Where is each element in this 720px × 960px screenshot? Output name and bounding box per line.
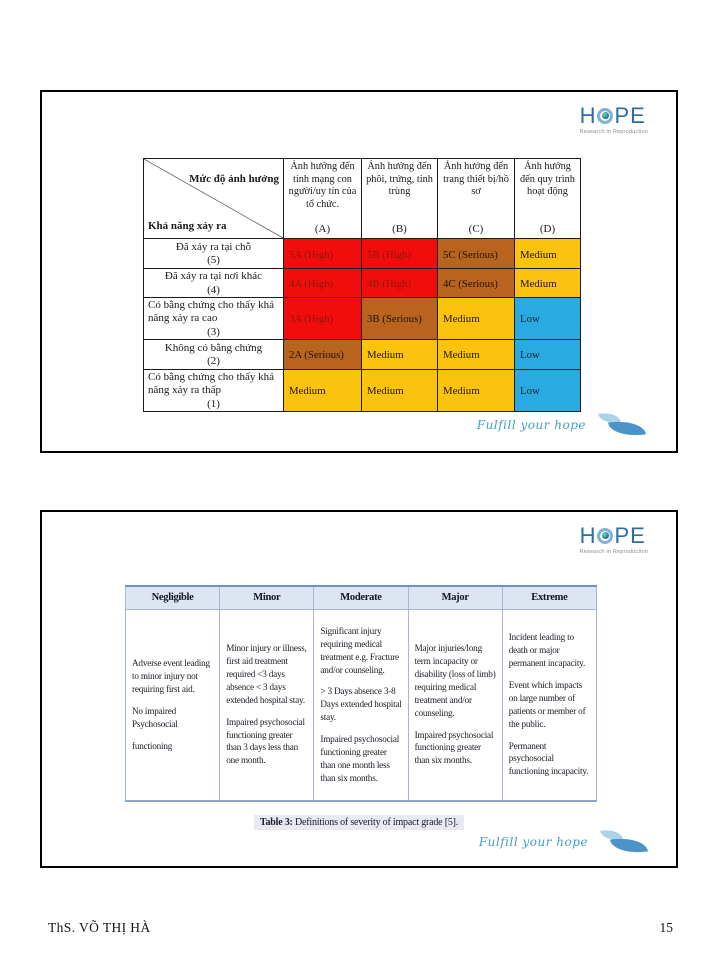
column-header-code: (B) <box>392 223 407 235</box>
risk-cell-text: 4A (High) <box>289 278 334 290</box>
cell-paragraph: Major injuries/long term incapacity or disability (loss of limb) requiring medical treatment and/or counseling. <box>414 643 496 718</box>
risk-cell-text: 4C (Serious) <box>443 278 498 290</box>
likelihood-cell <box>144 339 284 369</box>
cell-paragraph: Impaired psychosocial functioning greater than 3 days less than one month. <box>226 716 305 766</box>
column-header-a <box>284 159 362 239</box>
risk-cell-text: Medium <box>520 248 557 261</box>
column-header-code: (D) <box>539 223 556 235</box>
page-number: 15 <box>659 920 673 935</box>
header-minor: Minor <box>220 586 314 609</box>
risk-cell <box>515 369 581 411</box>
risk-cell-text: Medium <box>443 313 480 326</box>
tagline-text: Fulfill your hope <box>476 418 586 432</box>
risk-cell-text: Medium <box>367 385 404 398</box>
tagline <box>479 828 648 856</box>
cell-paragraph: Impaired psychosocial functioning greater than one month less than six months. <box>320 734 400 783</box>
cell-paragraph: Significant injury requiring medical treatment e.g. Fracture and/or counseling. <box>320 625 399 675</box>
caption-text: Definitions of severity of impact grade [5]. <box>292 817 459 828</box>
risk-row-1 <box>144 369 581 411</box>
risk-cell <box>515 269 581 298</box>
risk-cell-text: Medium <box>289 385 326 398</box>
logo-subtitle: Research in Reproduction <box>579 549 648 555</box>
likelihood-label: Đã xảy ra tại nơi khác <box>164 270 263 283</box>
likelihood-cell <box>144 298 284 340</box>
logo-subtitle: Research in Reproduction <box>579 129 648 135</box>
risk-cell <box>284 298 362 340</box>
column-header-d <box>515 159 581 239</box>
likelihood-axis-label: Khả năng xảy ra <box>148 220 227 232</box>
cell-extreme <box>502 609 596 801</box>
risk-cell <box>362 369 438 411</box>
table-caption <box>254 815 464 830</box>
footer-author: ThS. VÕ THỊ HÀ <box>48 920 151 935</box>
risk-cell <box>438 239 515 269</box>
cell-paragraph: > 3 Days absence 3-8 Days extended hospital stay. <box>320 686 402 723</box>
cell-paragraph: Adverse event leading to minor injury not requiring first aid. <box>132 658 210 694</box>
risk-cell-text: Low <box>520 313 540 326</box>
risk-cell-text: 3A (High) <box>289 313 334 326</box>
risk-cell-text: 5A (High) <box>289 248 334 261</box>
risk-cell <box>515 298 581 340</box>
likelihood-cell <box>144 239 284 269</box>
hope-logo <box>580 105 648 135</box>
column-header-label: Ảnh hưởng đến quy trình hoạt động <box>520 161 575 198</box>
risk-cell-text: 3B (Serious) <box>367 313 422 326</box>
hope-logo <box>580 525 648 555</box>
logo-letters-pe: PE <box>614 523 646 548</box>
eye-icon <box>597 528 613 544</box>
cell-paragraph: Event which impacts on large number of patients or member of the public. <box>508 680 586 729</box>
likelihood-cell <box>144 269 284 298</box>
cell-negligible <box>126 609 220 801</box>
risk-cell <box>438 298 515 340</box>
risk-cell <box>438 339 515 369</box>
risk-cell <box>362 298 438 340</box>
likelihood-cell <box>144 369 284 411</box>
severity-table <box>125 585 597 802</box>
leaf-icon <box>596 411 646 439</box>
risk-cell <box>284 369 362 411</box>
eye-iris-icon <box>602 532 609 539</box>
hope-logo-text <box>580 105 648 127</box>
cell-paragraph: Permanent psychosocial functioning incapacity. <box>508 740 589 777</box>
header-negligible: Negligible <box>126 586 220 609</box>
column-header-label: Ảnh hưởng đến trang thiết bị/hồ sơ <box>443 161 509 198</box>
header-extreme: Extreme <box>502 586 596 609</box>
logo-letters-pe: PE <box>614 103 646 128</box>
tagline-text: Fulfill your hope <box>478 835 588 849</box>
risk-cell <box>284 269 362 298</box>
cell-paragraph: Incident leading to death or major permanent incapacity. <box>508 632 586 669</box>
risk-row-4 <box>144 269 581 298</box>
likelihood-label: Không có bằng chứng <box>164 341 263 354</box>
severity-header-row <box>126 586 597 609</box>
corner-cell <box>144 159 284 239</box>
tagline <box>477 411 646 439</box>
cell-paragraph: No impaired Psychosocial <box>132 705 178 729</box>
cell-paragraph: Impaired psychosocial functioning greater than six months. <box>414 729 494 766</box>
slide-risk-matrix <box>40 90 678 453</box>
likelihood-code: (1) <box>207 397 220 410</box>
risk-cell <box>284 339 362 369</box>
risk-cell-text: Low <box>520 385 540 398</box>
risk-row-3 <box>144 298 581 340</box>
risk-cell-text: Medium <box>443 349 480 362</box>
column-header-c <box>438 159 515 239</box>
header-moderate: Moderate <box>314 586 408 609</box>
header-major: Major <box>408 586 502 609</box>
likelihood-code: (3) <box>207 325 220 338</box>
risk-matrix-table <box>143 158 581 412</box>
impact-axis-label: Mức độ ảnh hưởng <box>189 173 279 185</box>
risk-cell <box>438 269 515 298</box>
column-header-code: (C) <box>468 223 484 235</box>
column-header-label: Ảnh hưởng đến tính mạng con người/uy tín của tổ chức. <box>288 161 357 210</box>
likelihood-label: Có bằng chứng cho thấy khả năng xảy ra thấp <box>148 370 275 397</box>
risk-row-5 <box>144 239 581 269</box>
cell-paragraph: Minor injury or illness, first aid treatment required <3 days absence < 3 days extended hospital stay. <box>226 643 307 705</box>
caption-label: Table 3: <box>259 817 293 828</box>
cell-minor <box>220 609 314 801</box>
risk-cell <box>284 239 362 269</box>
slide-severity-definitions <box>40 510 678 868</box>
risk-cell-text: Medium <box>520 278 557 290</box>
column-header-code: (A) <box>314 223 331 235</box>
risk-cell <box>438 369 515 411</box>
risk-cell-text: Low <box>520 349 540 362</box>
likelihood-label: Đã xảy ra tại chỗ <box>175 240 252 253</box>
risk-cell-text: Medium <box>443 385 480 398</box>
risk-cell-text: 5B (High) <box>367 248 412 261</box>
eye-icon <box>597 108 613 124</box>
cell-paragraph: functioning <box>132 740 173 751</box>
severity-body-row <box>126 609 597 801</box>
risk-cell <box>515 339 581 369</box>
risk-cell-text: 4B (High) <box>367 278 412 290</box>
risk-cell <box>515 239 581 269</box>
risk-cell-text: Medium <box>367 349 404 362</box>
column-header-label: Ảnh hưởng đến phôi, trứng, tinh trùng <box>366 161 433 198</box>
risk-row-2 <box>144 339 581 369</box>
risk-cell <box>362 239 438 269</box>
cell-moderate <box>314 609 408 801</box>
likelihood-code: (2) <box>207 355 220 368</box>
risk-cell <box>362 339 438 369</box>
column-header-b <box>362 159 438 239</box>
likelihood-label: Có bằng chứng cho thấy khả năng xảy ra cao <box>148 299 275 325</box>
likelihood-code: (5) <box>207 254 220 267</box>
hope-logo-text <box>580 525 648 547</box>
leaf-icon <box>598 828 648 856</box>
logo-letter-h: H <box>579 523 597 548</box>
likelihood-code: (4) <box>207 283 220 296</box>
risk-cell <box>362 269 438 298</box>
risk-cell-text: 2A (Serious) <box>289 349 344 362</box>
logo-letter-h: H <box>579 103 597 128</box>
risk-header-row <box>144 159 581 239</box>
cell-major <box>408 609 502 801</box>
eye-iris-icon <box>602 112 609 119</box>
risk-cell-text: 5C (Serious) <box>443 248 498 261</box>
